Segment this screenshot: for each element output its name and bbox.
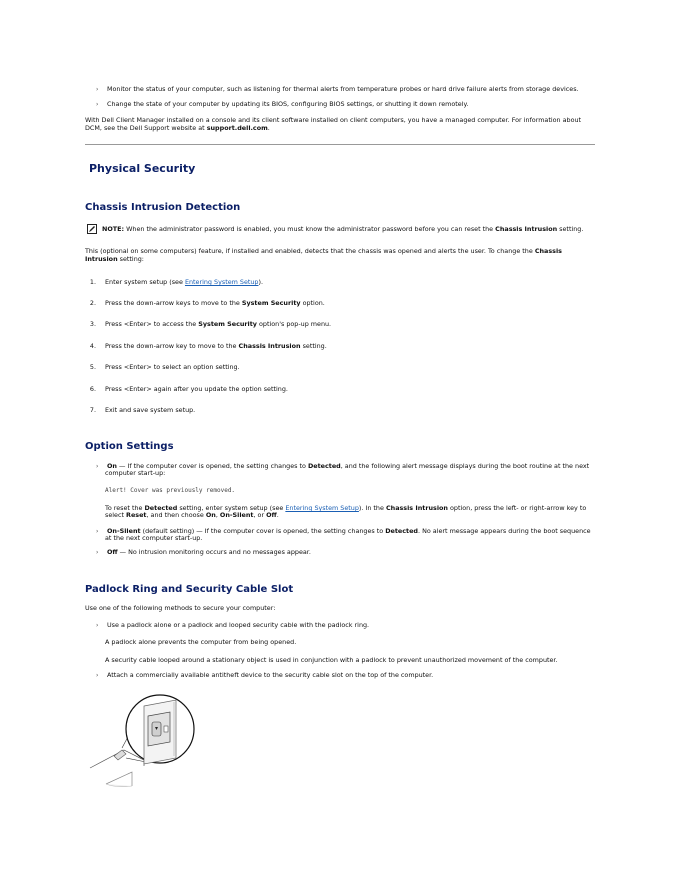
step-text-post: option. <box>300 299 325 307</box>
padlock-para-1: A padlock alone prevents the computer from being opened. <box>105 638 297 646</box>
step-text <box>105 278 263 286</box>
step-number: 5. <box>89 363 96 371</box>
reset-text: , <box>215 511 220 519</box>
option-silent-label: On-Silent <box>107 527 141 535</box>
padlock-bullet-2: Attach a commercially available antitheft device to the security cable slot on the top of the computer. <box>107 671 434 679</box>
chassis-desc-line2 <box>85 255 144 263</box>
section-title-chassis-intrusion: Chassis Intrusion Detection <box>85 202 241 213</box>
reset-bold: On <box>205 511 216 519</box>
step-bold: Chassis Intrusion <box>238 342 301 350</box>
option-bold: Detected <box>307 462 341 470</box>
option-text: . No alert message appears during the boot sequence <box>418 527 591 535</box>
chassis-desc-line1 <box>85 247 562 255</box>
step-number: 3. <box>89 320 96 328</box>
note-end: setting. <box>557 225 584 233</box>
reset-text: ). In the <box>358 504 386 512</box>
desc-text: This (optional on some computers) feature, if installed and enabled, detects that the chassis was opened and alerts the user. To change the <box>85 247 535 255</box>
section-title-option-settings: Option Settings <box>85 441 174 452</box>
option-text: — If the computer cover is opened, the setting changes to <box>116 462 308 470</box>
bullet-marker: › <box>96 101 99 108</box>
option-text: — No intrusion monitoring occurs and no messages appear. <box>117 548 311 556</box>
step-text-pre: Exit and save system setup. <box>105 406 196 414</box>
desc-text: setting: <box>117 255 144 263</box>
reset-text: , or <box>253 511 267 519</box>
note-icon <box>87 224 97 234</box>
step-bold: System Security <box>241 299 301 307</box>
desc-bold: Intrusion <box>85 255 118 263</box>
step-text-pre: Press <Enter> to select an option setting. <box>105 363 240 371</box>
step-text-pre: Enter system setup (see <box>105 278 185 286</box>
padlock-para-2: A security cable looped around a stationary object is used in conjunction with a padlock to prevent unauthorized movement of the computer. <box>105 656 558 664</box>
step-text-post: ). <box>258 278 264 286</box>
option-off <box>107 548 311 556</box>
reset-bold: On-Silent <box>219 511 254 519</box>
reset-line2 <box>105 511 279 519</box>
reset-bold: Off <box>266 511 277 519</box>
support-site: support.dell.com <box>206 124 268 132</box>
step-text <box>105 406 195 414</box>
option-on-label: On <box>107 462 117 470</box>
reset-text: . <box>276 511 279 519</box>
bullet-marker: › <box>96 622 99 629</box>
reset-bold: Detected <box>144 504 178 512</box>
note-body: When the administrator password is enabled, you must know the administrator password before you can reset the <box>124 225 496 233</box>
section-title-padlock: Padlock Ring and Security Cable Slot <box>85 584 294 595</box>
option-silent-line2: at the next computer start-up. <box>105 534 203 542</box>
intro-bullet-2: Change the state of your computer by updating its BIOS, configuring BIOS settings, or shutting it down remotely. <box>107 100 469 108</box>
step-text <box>105 342 327 350</box>
step-number: 6. <box>89 385 96 393</box>
dcm-paragraph-line2 <box>85 124 270 132</box>
dcm-paragraph-line1: With Dell Client Manager installed on a console and its client software installed on client computers, you have a managed computer. For information about <box>85 116 582 124</box>
bullet-marker: › <box>96 549 99 556</box>
desc-bold: Chassis <box>534 247 562 255</box>
step-text <box>105 385 288 393</box>
step-text-pre: Press <Enter> again after you update the option setting. <box>105 385 288 393</box>
step-text <box>105 299 325 307</box>
dcm-text: DCM, see the Dell Support website at <box>85 124 207 132</box>
padlock-intro: Use one of the following methods to secure your computer: <box>85 604 276 612</box>
option-off-label: Off <box>107 548 118 556</box>
step-text <box>105 320 331 328</box>
entering-system-setup-link[interactable]: Entering System Setup <box>285 504 359 512</box>
option-text: (default setting) — If the computer cover is opened, the setting changes to <box>140 527 386 535</box>
padlock-ring-illustration <box>86 688 206 792</box>
option-on-line2: computer start-up: <box>105 469 166 477</box>
reset-text: To reset the <box>105 504 145 512</box>
bullet-marker: › <box>96 463 99 470</box>
note-label: NOTE: <box>102 225 125 233</box>
section-title-physical-security: Physical Security <box>89 162 196 175</box>
step-text-pre: Press <Enter> to access the <box>105 320 199 328</box>
reset-text: , and then choose <box>146 511 206 519</box>
step-number: 2. <box>89 299 96 307</box>
option-bold: Detected <box>385 527 418 535</box>
step-text-post: option's pop-up menu. <box>256 320 332 328</box>
reset-text: select <box>105 511 127 519</box>
reset-text: setting, enter system setup (see <box>177 504 286 512</box>
step-text <box>105 363 240 371</box>
reset-bold: Chassis Intrusion <box>385 504 448 512</box>
reset-bold: Reset <box>126 511 147 519</box>
section-divider <box>85 144 595 145</box>
dcm-end: . <box>267 124 270 132</box>
bullet-marker: › <box>96 528 99 535</box>
step-number: 1. <box>89 278 96 286</box>
bullet-marker: › <box>96 672 99 679</box>
step-text-post: setting. <box>300 342 327 350</box>
step-text-pre: Press the down-arrow keys to move to the <box>105 299 242 307</box>
option-text: , and the following alert message displays during the boot routine at the next <box>340 462 590 470</box>
step-number: 7. <box>89 406 96 414</box>
step-bold: System Security <box>198 320 257 328</box>
step-text-pre: Press the down-arrow key to move to the <box>105 342 239 350</box>
intro-bullet-1: Monitor the status of your computer, such as listening for thermal alerts from temperature probes or hard drive failure alerts from storage devices. <box>107 85 579 93</box>
entering-system-setup-link[interactable]: Entering System Setup <box>184 278 259 286</box>
note-text <box>102 225 583 233</box>
note-bold: Chassis Intrusion <box>495 225 558 233</box>
option-on-line1 <box>107 462 589 470</box>
step-number: 4. <box>89 342 96 350</box>
reset-text: option, press the left- or right-arrow key to <box>447 504 587 512</box>
alert-message: Alert! Cover was previously removed. <box>105 487 236 494</box>
bullet-marker: › <box>96 86 99 93</box>
padlock-bullet-1: Use a padlock alone or a padlock and looped security cable with the padlock ring. <box>107 621 370 629</box>
